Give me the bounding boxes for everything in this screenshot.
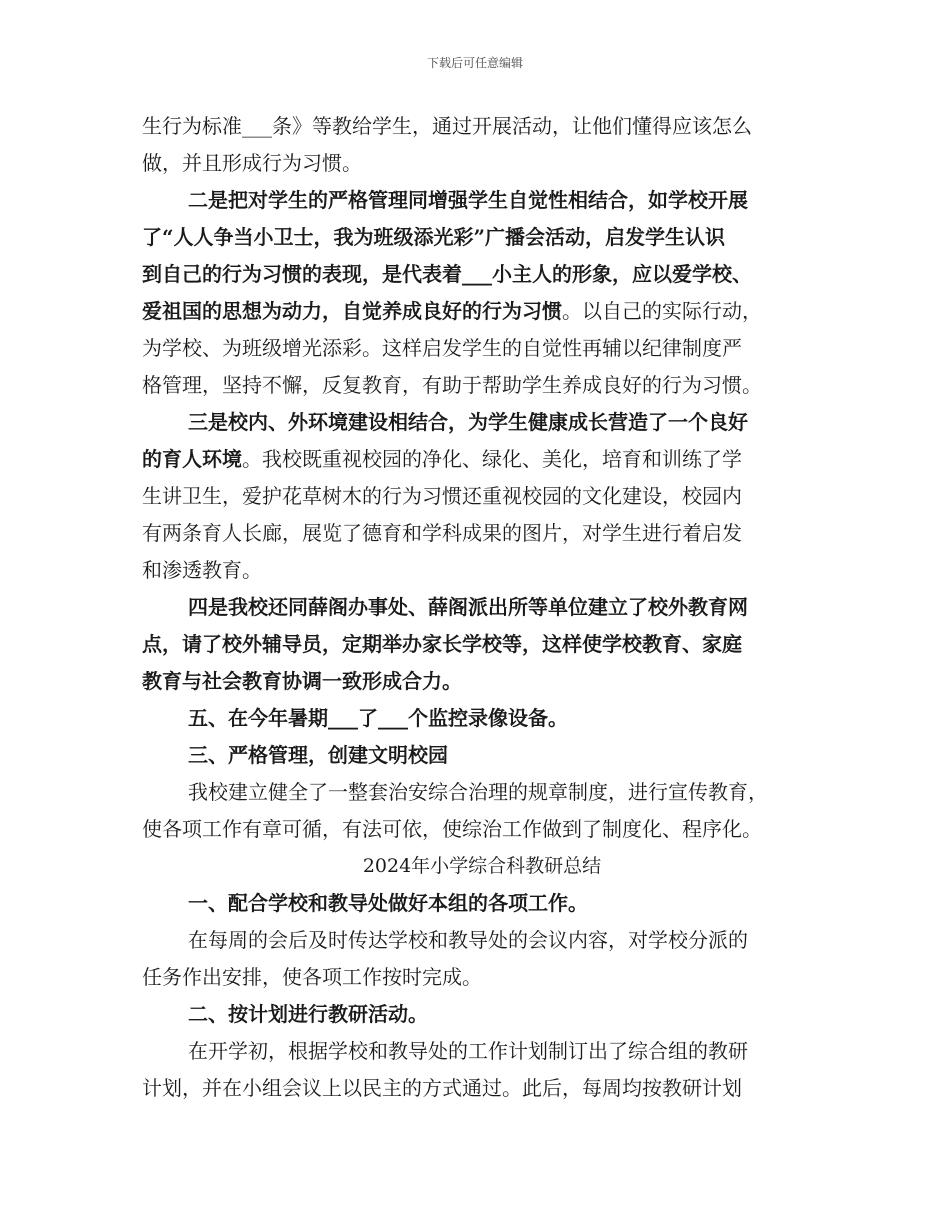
text-line: [142, 219, 822, 256]
text-segment: 为学校、为班级增光添彩。这样启发学生的自觉性再辅以纪律制度严: [142, 336, 742, 360]
text-line: [142, 1070, 822, 1107]
text-segment: 在每周的会后及时传达学校和教导处的会议内容，对学校分派的: [188, 928, 748, 952]
text-line: [142, 552, 822, 589]
text-segment: 在开学初，根据学校和教导处的工作计划制订出了综合组的教研: [188, 1039, 748, 1063]
text-segment: 了“人人争当小卫士，我为班级添光彩”广播会活动，启发学生认识: [142, 225, 726, 249]
text-line: [142, 885, 822, 922]
text-segment: 五、在今年暑期___了___个监控录像设备。: [188, 706, 568, 730]
text-line: [142, 108, 822, 145]
text-line: [142, 330, 822, 367]
text-line: [142, 737, 822, 774]
text-segment: 2024年小学综合科教研总结: [362, 855, 602, 877]
text-line: [142, 293, 822, 330]
text-line: [142, 996, 822, 1033]
text-segment: 格管理，坚持不懈，反复教育，有助于帮助学生养成良好的行为习惯。: [142, 373, 762, 397]
text-segment: 教育与社会教育协调一致形成合力。: [142, 669, 462, 693]
text-segment: 一、配合学校和教导处做好本组的各项工作。: [188, 891, 588, 915]
text-segment: 二是把对学生的严格管理同增强学生自觉性相结合，如学校开展: [188, 188, 748, 212]
text-segment: 使各项工作有章可循，有法可依，使综治工作做到了制度化、程序化。: [142, 817, 762, 841]
text-line: [142, 367, 822, 404]
text-segment: 生讲卫生，爱护花草树木的行为习惯还重视校园的文化建设，校园内: [142, 484, 742, 508]
text-line: [142, 626, 822, 663]
text-line: [142, 663, 822, 700]
text-line: [142, 774, 822, 811]
text-segment: 做，并且形成行为习惯。: [142, 151, 362, 175]
text-segment: 点，请了校外辅导员，定期举办家长学校等，这样使学校教育、家庭: [142, 632, 742, 656]
text-segment: 和渗透教育。: [142, 558, 262, 582]
text-line: [142, 182, 822, 219]
section-title: [142, 848, 822, 885]
text-segment: 。我校既重视校园的净化、绿化、美化，培育和训练了学: [242, 447, 742, 471]
text-segment: 有两条育人长廊，展览了德育和学科成果的图片，对学生进行着启发: [142, 521, 742, 545]
text-segment: 我校建立健全了一整套治安综合治理的规章制度，进行宣传教育，: [188, 780, 768, 804]
text-line: [142, 589, 822, 626]
text-line: [142, 145, 822, 182]
text-segment: 生行为标准___条》等教给学生，通过开展活动，让他们懂得应该怎么: [142, 114, 752, 138]
text-line: [142, 256, 822, 293]
text-segment: 。以自己的实际行动，: [562, 299, 762, 323]
text-segment: 的育人环境: [142, 447, 242, 471]
text-line: [142, 441, 822, 478]
text-segment: 任务作出安排，使各项工作按时完成。: [142, 965, 482, 989]
text-segment: 二、按计划进行教研活动。: [188, 1002, 428, 1026]
text-line: [142, 700, 822, 737]
page-header: 下载后可任意编辑: [426, 56, 523, 70]
text-line: [142, 811, 822, 848]
text-segment: 计划，并在小组会议上以民主的方式通过。此后，每周均按教研计划: [142, 1076, 742, 1100]
text-segment: 三是校内、外环境建设相结合，为学生健康成长营造了一个良好: [188, 410, 748, 434]
text-line: [142, 922, 822, 959]
text-line: [142, 478, 822, 515]
text-line: [142, 515, 822, 552]
document-body: [142, 108, 822, 1107]
text-segment: 四是我校还同薛阁办事处、薛阁派出所等单位建立了校外教育网: [188, 595, 748, 619]
text-line: [142, 1033, 822, 1070]
text-line: [142, 404, 822, 441]
text-segment: 三、严格管理，创建文明校园: [188, 743, 448, 767]
text-line: [142, 959, 822, 996]
text-segment: 到自己的行为习惯的表现，是代表着___小主人的形象，应以爱学校、: [142, 262, 752, 286]
text-segment: 爱祖国的思想为动力，自觉养成良好的行为习惯: [142, 299, 562, 323]
